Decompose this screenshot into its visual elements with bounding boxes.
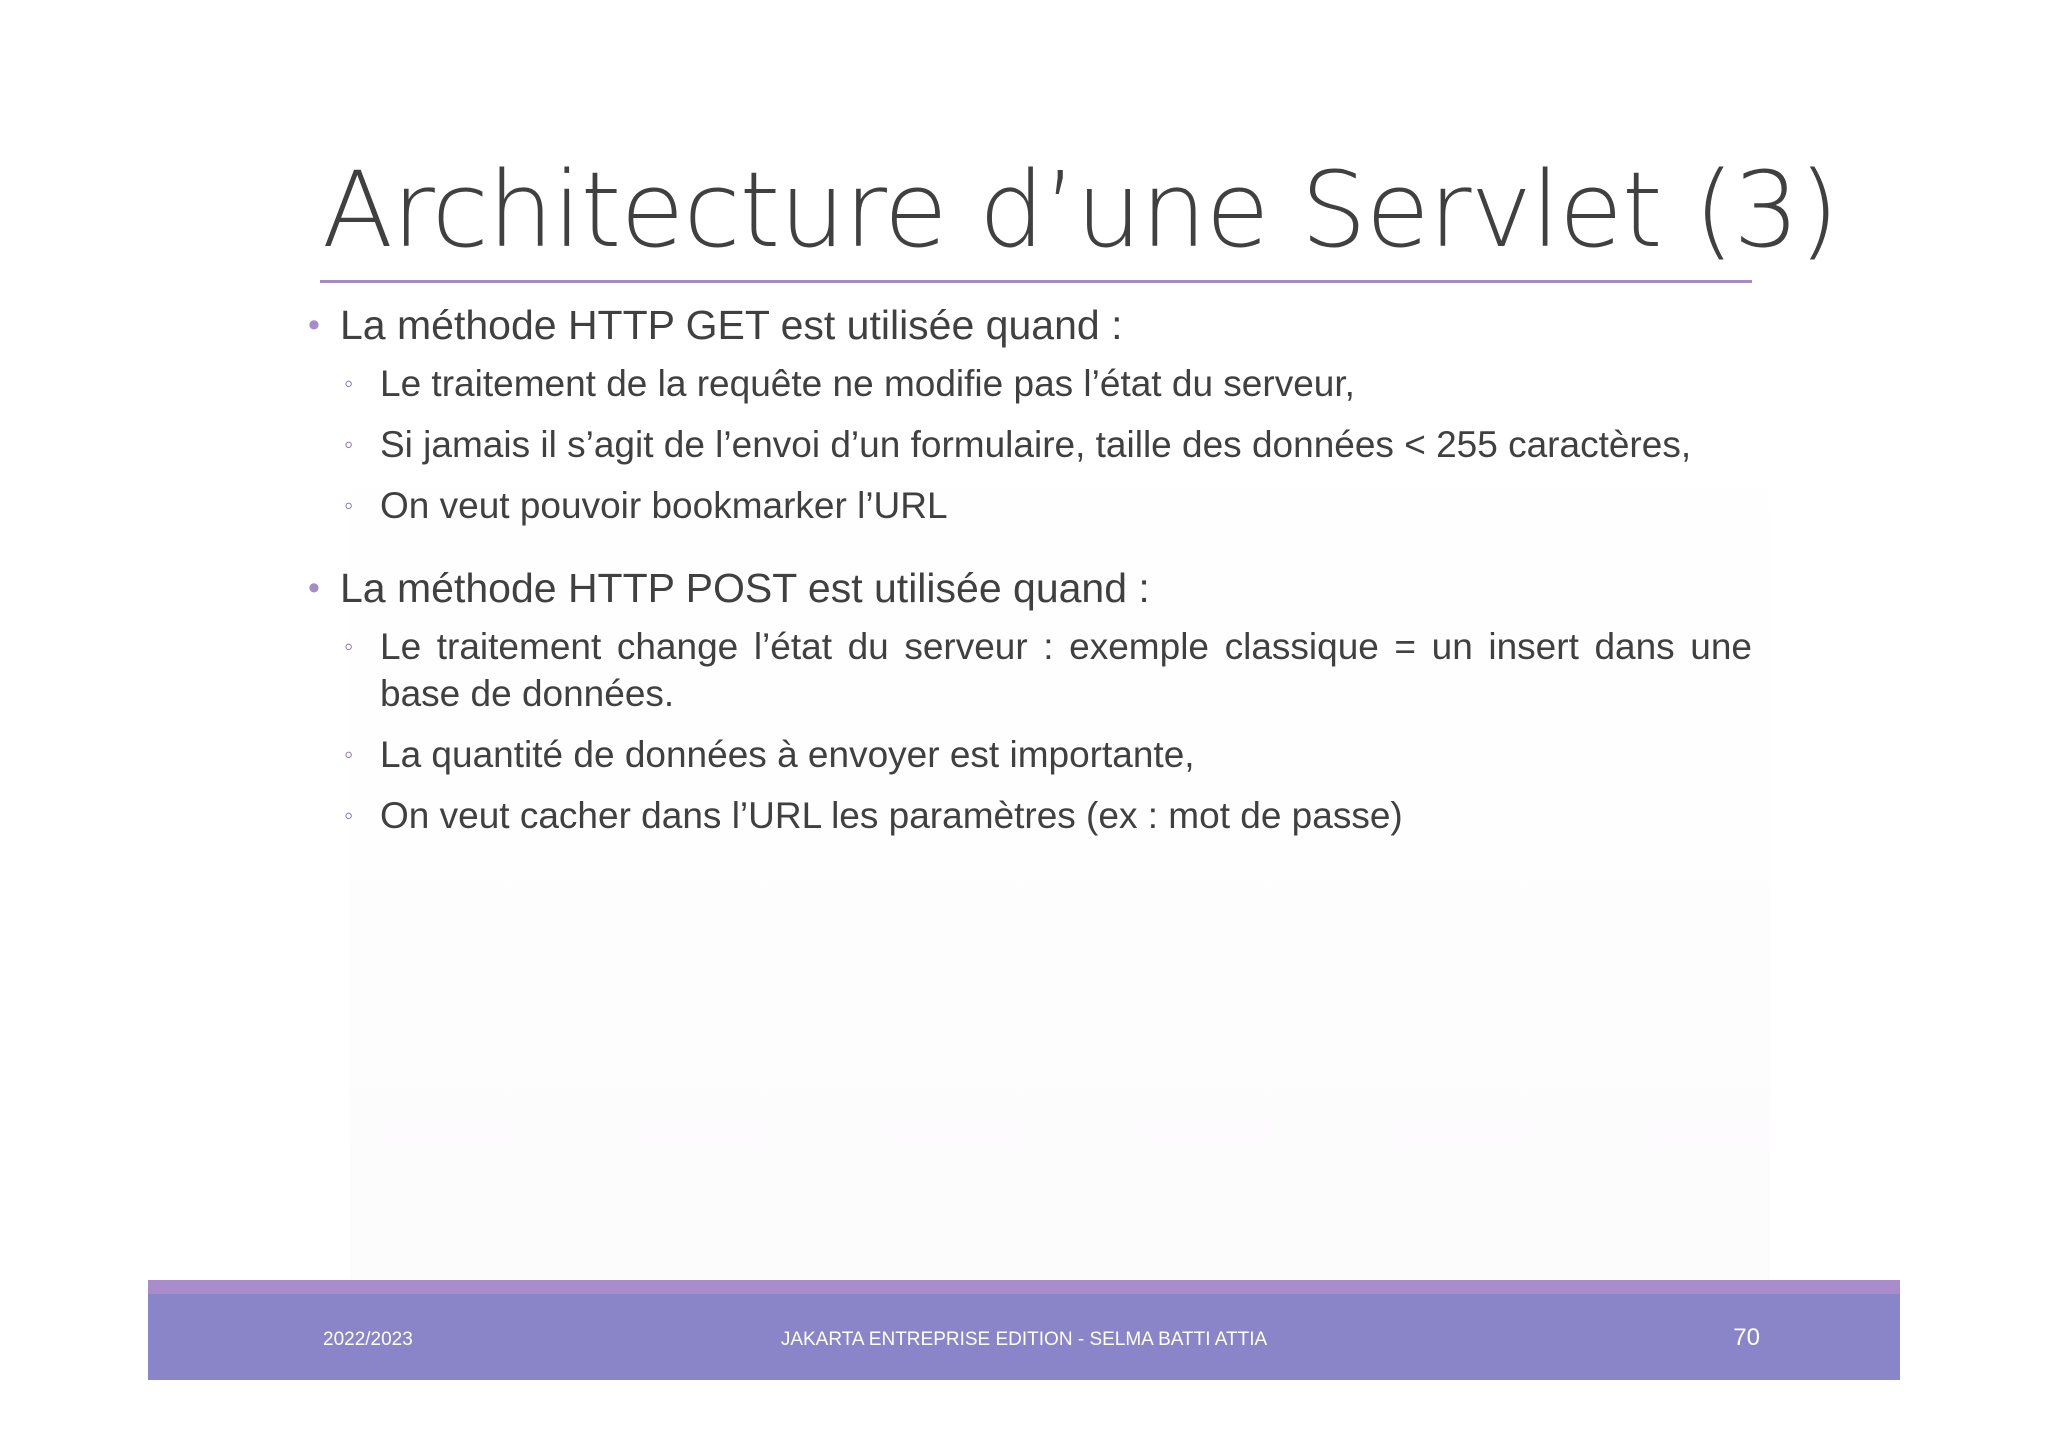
list-item: [300, 482, 1752, 529]
footer-accent-band: [148, 1280, 1900, 1294]
bullet-circle-icon: ◦: [344, 490, 354, 520]
bullet-dot-icon: •: [308, 306, 320, 344]
bullet-circle-icon: ◦: [344, 800, 354, 830]
bullet-circle-icon: ◦: [344, 631, 354, 661]
list-item-text: La quantité de données à envoyer est importante,: [380, 734, 1195, 775]
section-heading-text: La méthode HTTP POST est utilisée quand :: [340, 565, 1150, 611]
section-post-heading: [300, 559, 1752, 617]
list-item: [300, 421, 1752, 468]
list-item: [300, 360, 1752, 407]
bullet-circle-icon: ◦: [344, 429, 354, 459]
list-item: [300, 792, 1752, 839]
list-item: [300, 623, 1752, 717]
list-item-text: On veut pouvoir bookmarker l’URL: [380, 485, 948, 526]
title-underline: [320, 280, 1752, 283]
list-item-text: Si jamais il s’agit de l’envoi d’un formulaire, taille des données < 255 caractères,: [380, 424, 1692, 465]
section-heading-text: La méthode HTTP GET est utilisée quand :: [340, 302, 1123, 348]
footer-title: JAKARTA ENTREPRISE EDITION - SELMA BATTI ATTIA: [780, 1329, 1268, 1350]
footer-date: 2022/2023: [323, 1329, 413, 1350]
bullet-dot-icon: •: [308, 569, 320, 607]
page-number: 70: [1733, 1324, 1760, 1351]
slide-title: Architecture d’une Servlet (3): [322, 149, 1839, 271]
bullet-list: [300, 296, 1752, 839]
list-item-text: Le traitement change l’état du serveur : exemple classique = un insert dans une base de données.: [380, 626, 1752, 714]
bullet-circle-icon: ◦: [344, 368, 354, 398]
section-get-heading: [300, 296, 1752, 354]
list-item-text: On veut cacher dans l’URL les paramètres (ex : mot de passe): [380, 795, 1403, 836]
bullet-circle-icon: ◦: [344, 739, 354, 769]
list-item-text: Le traitement de la requête ne modifie pas l’état du serveur,: [380, 363, 1355, 404]
list-item: [300, 731, 1752, 778]
